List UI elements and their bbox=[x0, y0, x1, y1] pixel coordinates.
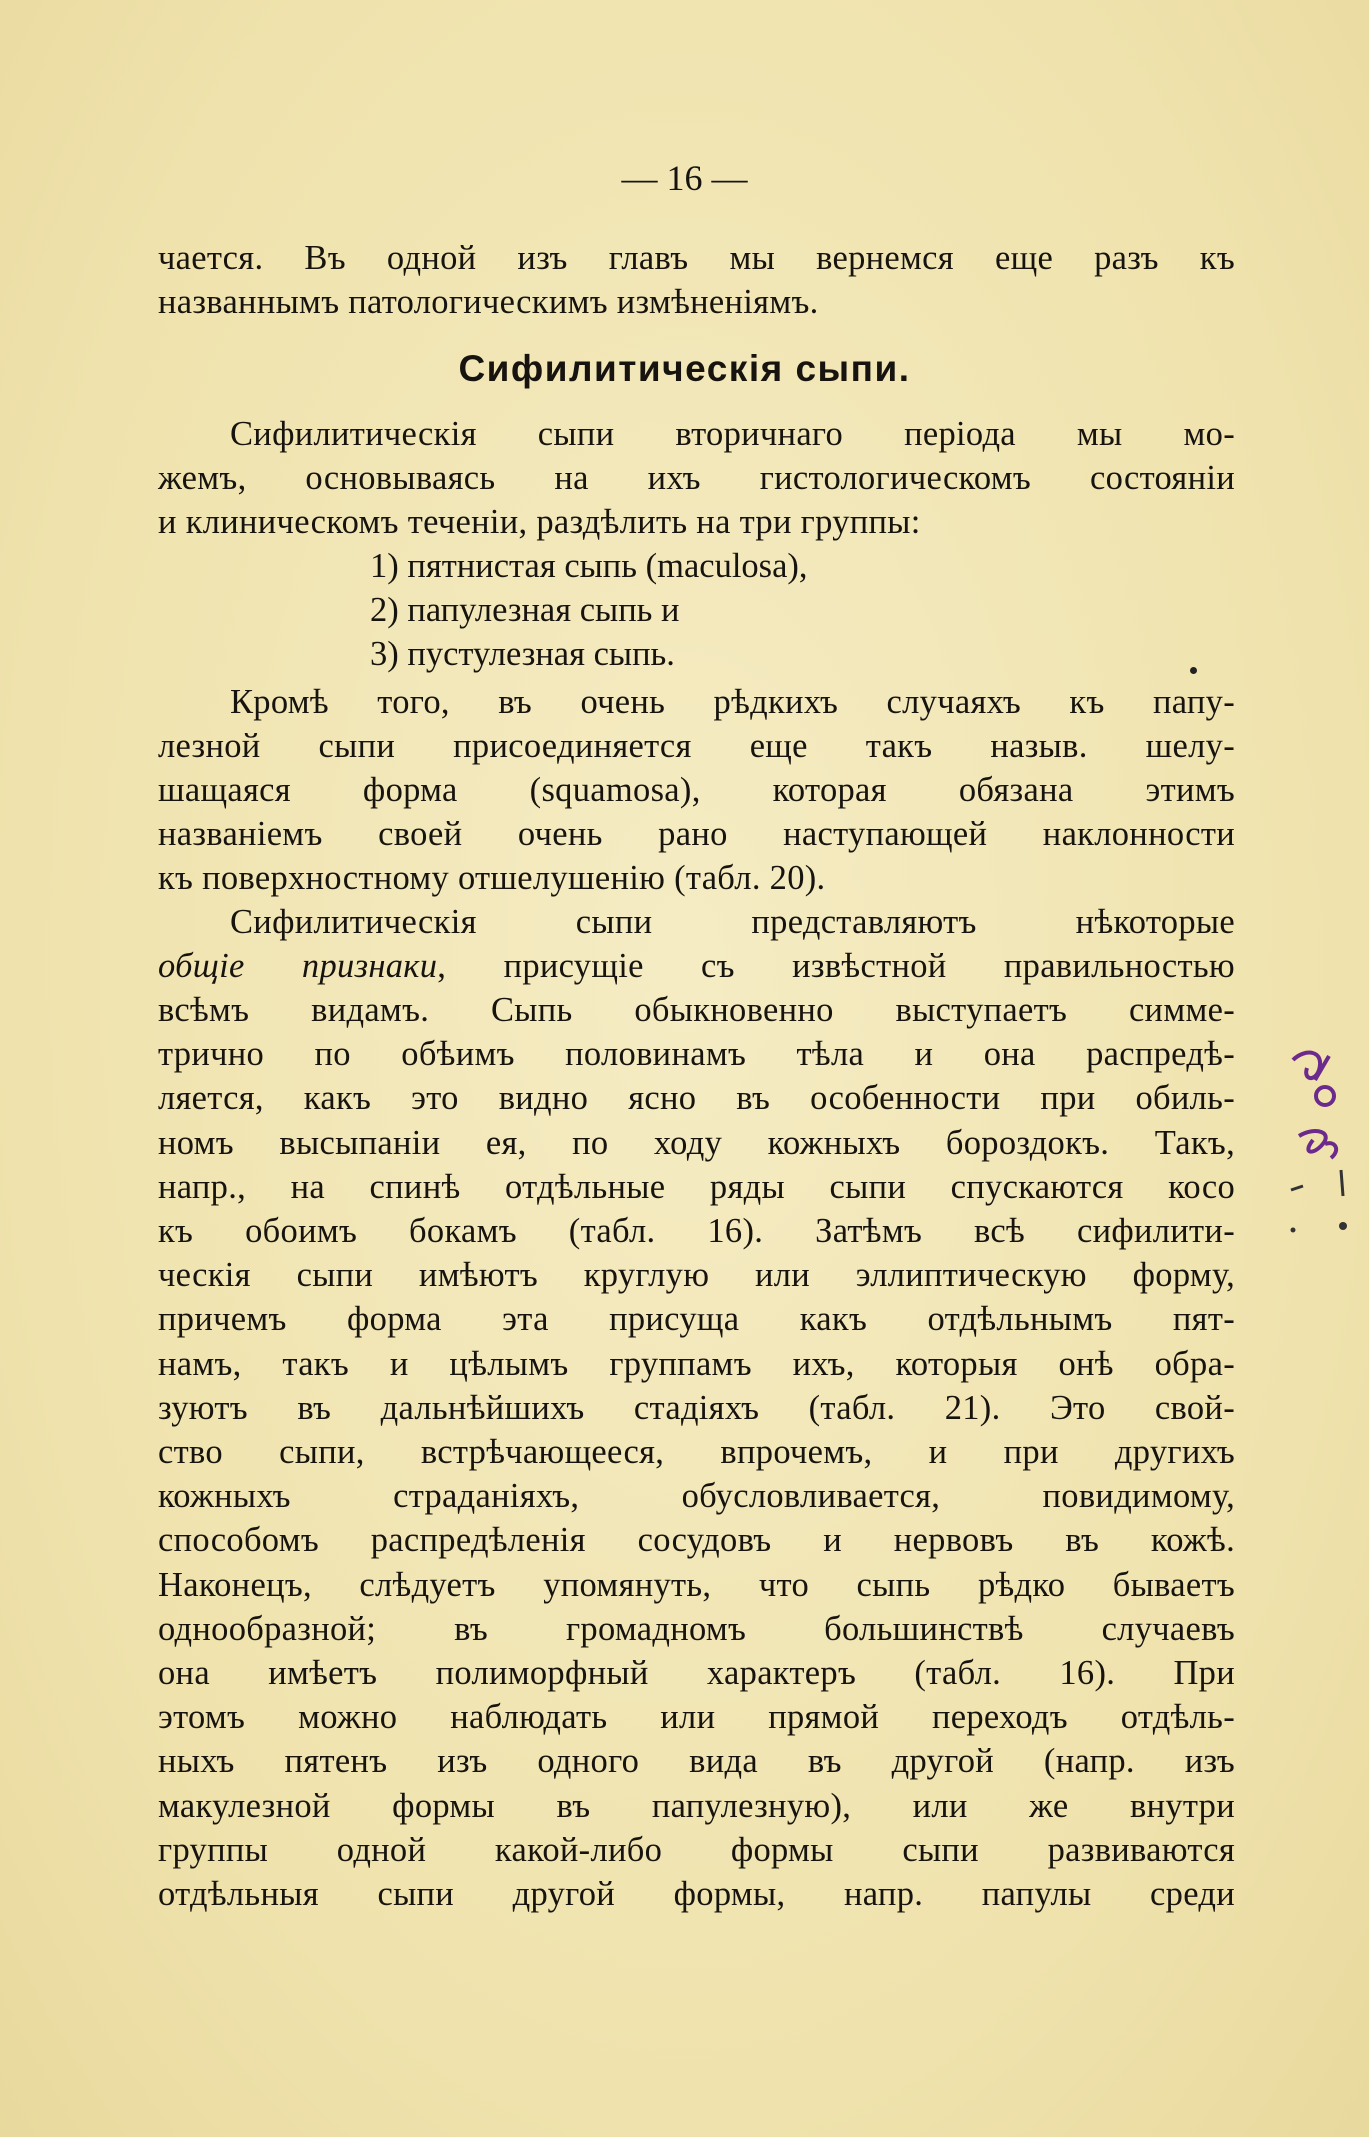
para3-line-2 bbox=[158, 944, 1235, 988]
para3-line-17: однообразной; въ громадномъ большинствѣ случаевъ bbox=[158, 1609, 1235, 1648]
section-heading: Сифилитическія сыпи. bbox=[458, 348, 911, 389]
list-item-1: 1) пятнистая сыпь (maculosa), bbox=[370, 547, 808, 585]
para3-line-9: ческія сыпи имѣютъ круглую или эллиптическую форму, bbox=[158, 1256, 1235, 1295]
page-number: — 16 — bbox=[621, 158, 748, 198]
intro-line-1: чается. Въ одной изъ главъ мы вернемся еще разъ къ bbox=[158, 239, 1235, 277]
para3-line-18: она имѣетъ полиморфный характеръ (табл. 16). При bbox=[158, 1654, 1235, 1692]
para2-line-3: шащаяся форма (squamosa), которая обязана этимъ bbox=[158, 771, 1235, 809]
para3-line-20: ныхъ пятенъ изъ одного вида въ другой (напр. изъ bbox=[158, 1742, 1235, 1781]
ink-spot bbox=[1190, 667, 1197, 674]
para1-line-3: и клиническомъ теченіи, раздѣлить на три группы: bbox=[158, 503, 921, 541]
list-item-3: 3) пустулезная сыпь. bbox=[370, 635, 675, 673]
para3-line-19: этомъ можно наблюдать или прямой переходъ отдѣль- bbox=[158, 1698, 1235, 1737]
para3-line-21: макулезной формы въ папулезную), или же внутри bbox=[158, 1786, 1235, 1825]
para3-line-7: напр., на спинѣ отдѣльные ряды сыпи спускаются косо bbox=[158, 1167, 1235, 1206]
para3-line-1: Сифилитическія сыпи представляютъ нѣкоторые bbox=[230, 903, 1235, 941]
para3-line-13: ство сыпи, встрѣчающееся, впрочемъ, и при другихъ bbox=[158, 1433, 1235, 1471]
italic-phrase: общіе признаки bbox=[158, 947, 438, 985]
para3-line-23: отдѣльныя сыпи другой формы, напр. папулы среди bbox=[158, 1875, 1235, 1913]
para3-line-6: номъ высыпаніи ея, по ходу кожныхъ бороздокъ. Такъ, bbox=[158, 1123, 1235, 1162]
para3-line-22: группы одной какой-либо формы сыпи развиваются bbox=[158, 1830, 1235, 1869]
para2-line-5: къ поверхностному отшелушенію (табл. 20). bbox=[158, 859, 826, 897]
para2-line-2: лезной сыпи присоединяется еще такъ назыв. шелу- bbox=[158, 727, 1235, 765]
para3-line-8: къ обоимъ бокамъ (табл. 16). Затѣмъ всѣ сифилити- bbox=[158, 1212, 1235, 1250]
para1-line-2: жемъ, основываясь на ихъ гистологическомъ состояніи bbox=[158, 459, 1235, 497]
para3-line-10: причемъ форма эта присуща какъ отдѣльнымъ пят- bbox=[158, 1300, 1235, 1339]
para2-line-1: Кромѣ того, въ очень рѣдкихъ случаяхъ къ папу- bbox=[230, 683, 1235, 721]
para3-line-2-rest: , присущіе съ извѣстной правильностью bbox=[437, 947, 1235, 985]
para3-line-15: способомъ распредѣленія сосудовъ и нервовъ въ кожѣ. bbox=[158, 1521, 1235, 1560]
para3-line-4: трично по обѣимъ половинамъ тѣла и она распредѣ- bbox=[158, 1035, 1235, 1074]
intro-line-2: названнымъ патологическимъ измѣненіямъ. bbox=[158, 283, 819, 321]
para3-line-5: ляется, какъ это видно ясно въ особенности при обиль- bbox=[158, 1079, 1235, 1118]
para1-line-1: Сифилитическія сыпи вторичнаго періода мы мо- bbox=[230, 415, 1235, 453]
para3-line-12: зуютъ въ дальнѣйшихъ стадіяхъ (табл. 21). Это свой- bbox=[158, 1388, 1235, 1427]
para3-line-3: всѣмъ видамъ. Сыпь обыкновенно выступаетъ симме- bbox=[158, 991, 1235, 1029]
list-item-2: 2) папулезная сыпь и bbox=[370, 591, 680, 629]
margin-handwriting bbox=[1285, 1040, 1355, 1240]
para2-line-4: названіемъ своей очень рано наступающей наклонности bbox=[158, 815, 1235, 853]
para3-line-16: Наконецъ, слѣдуетъ упомянуть, что сыпь рѣдко бываетъ bbox=[158, 1565, 1235, 1604]
para3-line-11: намъ, такъ и цѣлымъ группамъ ихъ, которыя онѣ обра- bbox=[158, 1344, 1235, 1383]
para3-line-14: кожныхъ страданіяхъ, обусловливается, повидимому, bbox=[158, 1477, 1235, 1516]
